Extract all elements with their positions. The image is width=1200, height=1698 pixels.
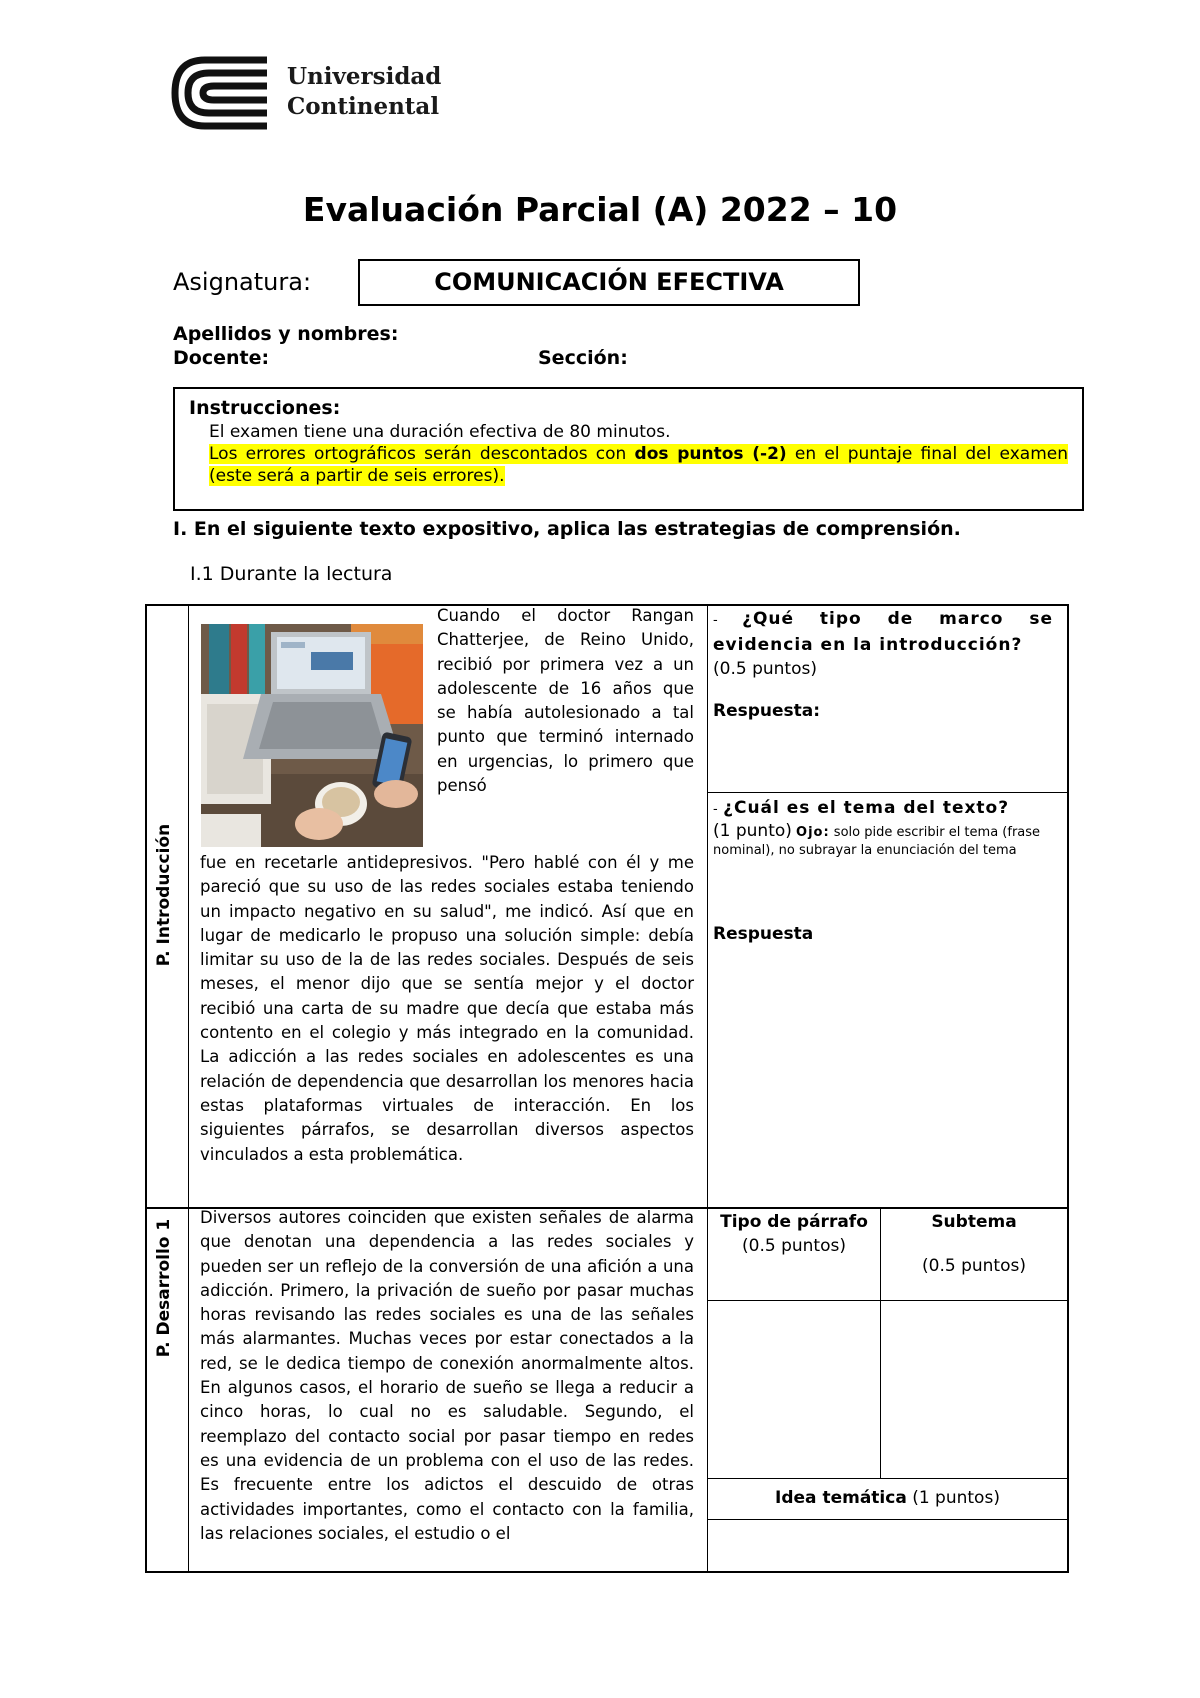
subtema-points: (0.5 puntos) bbox=[922, 1256, 1026, 1276]
logo-line-1: Universidad bbox=[287, 63, 442, 90]
tipo-parrafo-header bbox=[708, 1210, 880, 1258]
intro-paragraph-top: Cuando el doctor Rangan Chatterjee, de Reino Unido, recibió por primera vez a un adolescente de 16 años que se había autolesionado a tal punto que terminó internado en urgencias, lo primero que pensó bbox=[437, 606, 694, 796]
subject-value: COMUNICACIÓN EFECTIVA bbox=[358, 259, 860, 306]
intro-paragraph-rest: fue en recetarle antidepresivos. "Pero hablé con él y me pareció que su uso de las redes sociales estaba teniendo un impacto negativo en su salud", me indicó. Así que en lugar de medicarlo le propuso una solución simple: debía limitar su uso de la de las redes sociales. Después de seis meses, el menor dijo que se sentía mejor y el doctor recibió una carta de su madre que decía que estaba más contento en el colegio y más integrado en la comunidad. La adicción a las redes sociales en adolescentes es una relación de dependencia que desarrollan los menores hacia estas plataformas virtuales de interacción. En los siguientes párrafos, se desarrollan diversos aspectos vinculados a esta problemática. bbox=[200, 853, 694, 1164]
question-1 bbox=[713, 607, 1053, 723]
instructions-line-2-post: en el puntaje final del examen (este será a partir de seis errores). bbox=[209, 444, 1068, 486]
idea-tematica-header bbox=[708, 1478, 1067, 1519]
idea-points: (1 puntos) bbox=[912, 1488, 1000, 1508]
university-logo-mark-icon bbox=[171, 56, 271, 130]
tipo-label: Tipo de párrafo bbox=[720, 1212, 868, 1232]
page-title: Evaluación Parcial (A) 2022 – 10 bbox=[302, 190, 898, 229]
university-logo bbox=[171, 56, 271, 130]
q1-points: (0.5 puntos) bbox=[713, 659, 817, 679]
text-column-divider bbox=[707, 604, 708, 1573]
q2-points: (1 punto) bbox=[713, 821, 792, 841]
q2-note: solo pide escribir el tema (frase nominal), no subrayar la enunciación del tema bbox=[713, 825, 1041, 858]
logo-name bbox=[287, 62, 441, 122]
table-border-left bbox=[145, 604, 147, 1573]
subtema-header bbox=[881, 1210, 1067, 1278]
instructions-line-2-pre: Los errores ortográficos serán descontados con bbox=[209, 444, 635, 464]
section-1-heading: I. En el siguiente texto expositivo, aplica las estrategias de comprensión. bbox=[173, 518, 961, 540]
instructions-line-2-bold: dos puntos (-2) bbox=[634, 444, 787, 464]
section-label: Sección: bbox=[538, 347, 628, 369]
logo-line-2: Continental bbox=[287, 93, 440, 120]
development-paragraph: Diversos autores coinciden que existen señales de alarma que denotan una dependencia a las redes sociales y pueden ser un reflejo de la conversión de una afición a una adicción. Primero, la privación de sueño por pasar muchas horas revisando las redes sociales es una de las señales más alarmantes. Muchas veces por estar conectados a la red, se le dedica tiempo de conexión anormalmente altos. En algunos casos, el horario de sueño se llega a reducir a cinco horas, lo cual no es saludable. Segundo, el reemplazo del contacto social por pasar tiempo en redes es una evidencia de un problema con el uso de las redes. Es frecuente entre los adictos el descuido de otras actividades importantes, como el contacto con la familia, las relaciones sociales, el estudio o el bbox=[200, 1208, 694, 1543]
instructions-box bbox=[173, 387, 1084, 511]
q2-note-bold: Ojo: bbox=[796, 825, 830, 840]
q2-dash: - bbox=[713, 802, 718, 817]
idea-label: Idea temática bbox=[775, 1488, 907, 1508]
label-column-divider bbox=[188, 604, 189, 1573]
table-border-right bbox=[1067, 604, 1069, 1573]
q1-text: ¿Qué tipo de marco se evidencia en la introducción? bbox=[713, 609, 1054, 655]
instructions-line-2 bbox=[189, 443, 1068, 487]
q1-q2-divider bbox=[707, 792, 1069, 793]
q1-dash: - bbox=[713, 613, 718, 628]
teacher-label: Docente: bbox=[173, 347, 270, 369]
article-photo bbox=[201, 624, 423, 847]
instructions-line-1: El examen tiene una duración efectiva de 80 minutos. bbox=[209, 422, 671, 442]
instructions-heading: Instrucciones: bbox=[189, 397, 341, 419]
subtema-label: Subtema bbox=[931, 1212, 1017, 1232]
idea-header-bottom bbox=[707, 1519, 1069, 1520]
q2-answer-label: Respuesta bbox=[713, 924, 814, 944]
section-1-1-heading: I.1 Durante la lectura bbox=[190, 563, 393, 585]
desk-laptop-phone-image bbox=[201, 624, 423, 847]
subject-label: Asignatura: bbox=[173, 268, 312, 296]
tipo-points: (0.5 puntos) bbox=[742, 1236, 846, 1256]
row-development-label: P. Desarrollo 1 bbox=[154, 1218, 174, 1358]
table-border-bottom bbox=[145, 1571, 1069, 1573]
question-2 bbox=[713, 796, 1053, 946]
q1-answer-label: Respuesta: bbox=[713, 701, 821, 721]
q2-text: ¿Cuál es el tema del texto? bbox=[723, 798, 1010, 818]
names-label: Apellidos y nombres: bbox=[173, 323, 399, 345]
header-cells-divider bbox=[707, 1300, 1069, 1301]
row-intro-label: P. Introducción bbox=[154, 823, 174, 967]
